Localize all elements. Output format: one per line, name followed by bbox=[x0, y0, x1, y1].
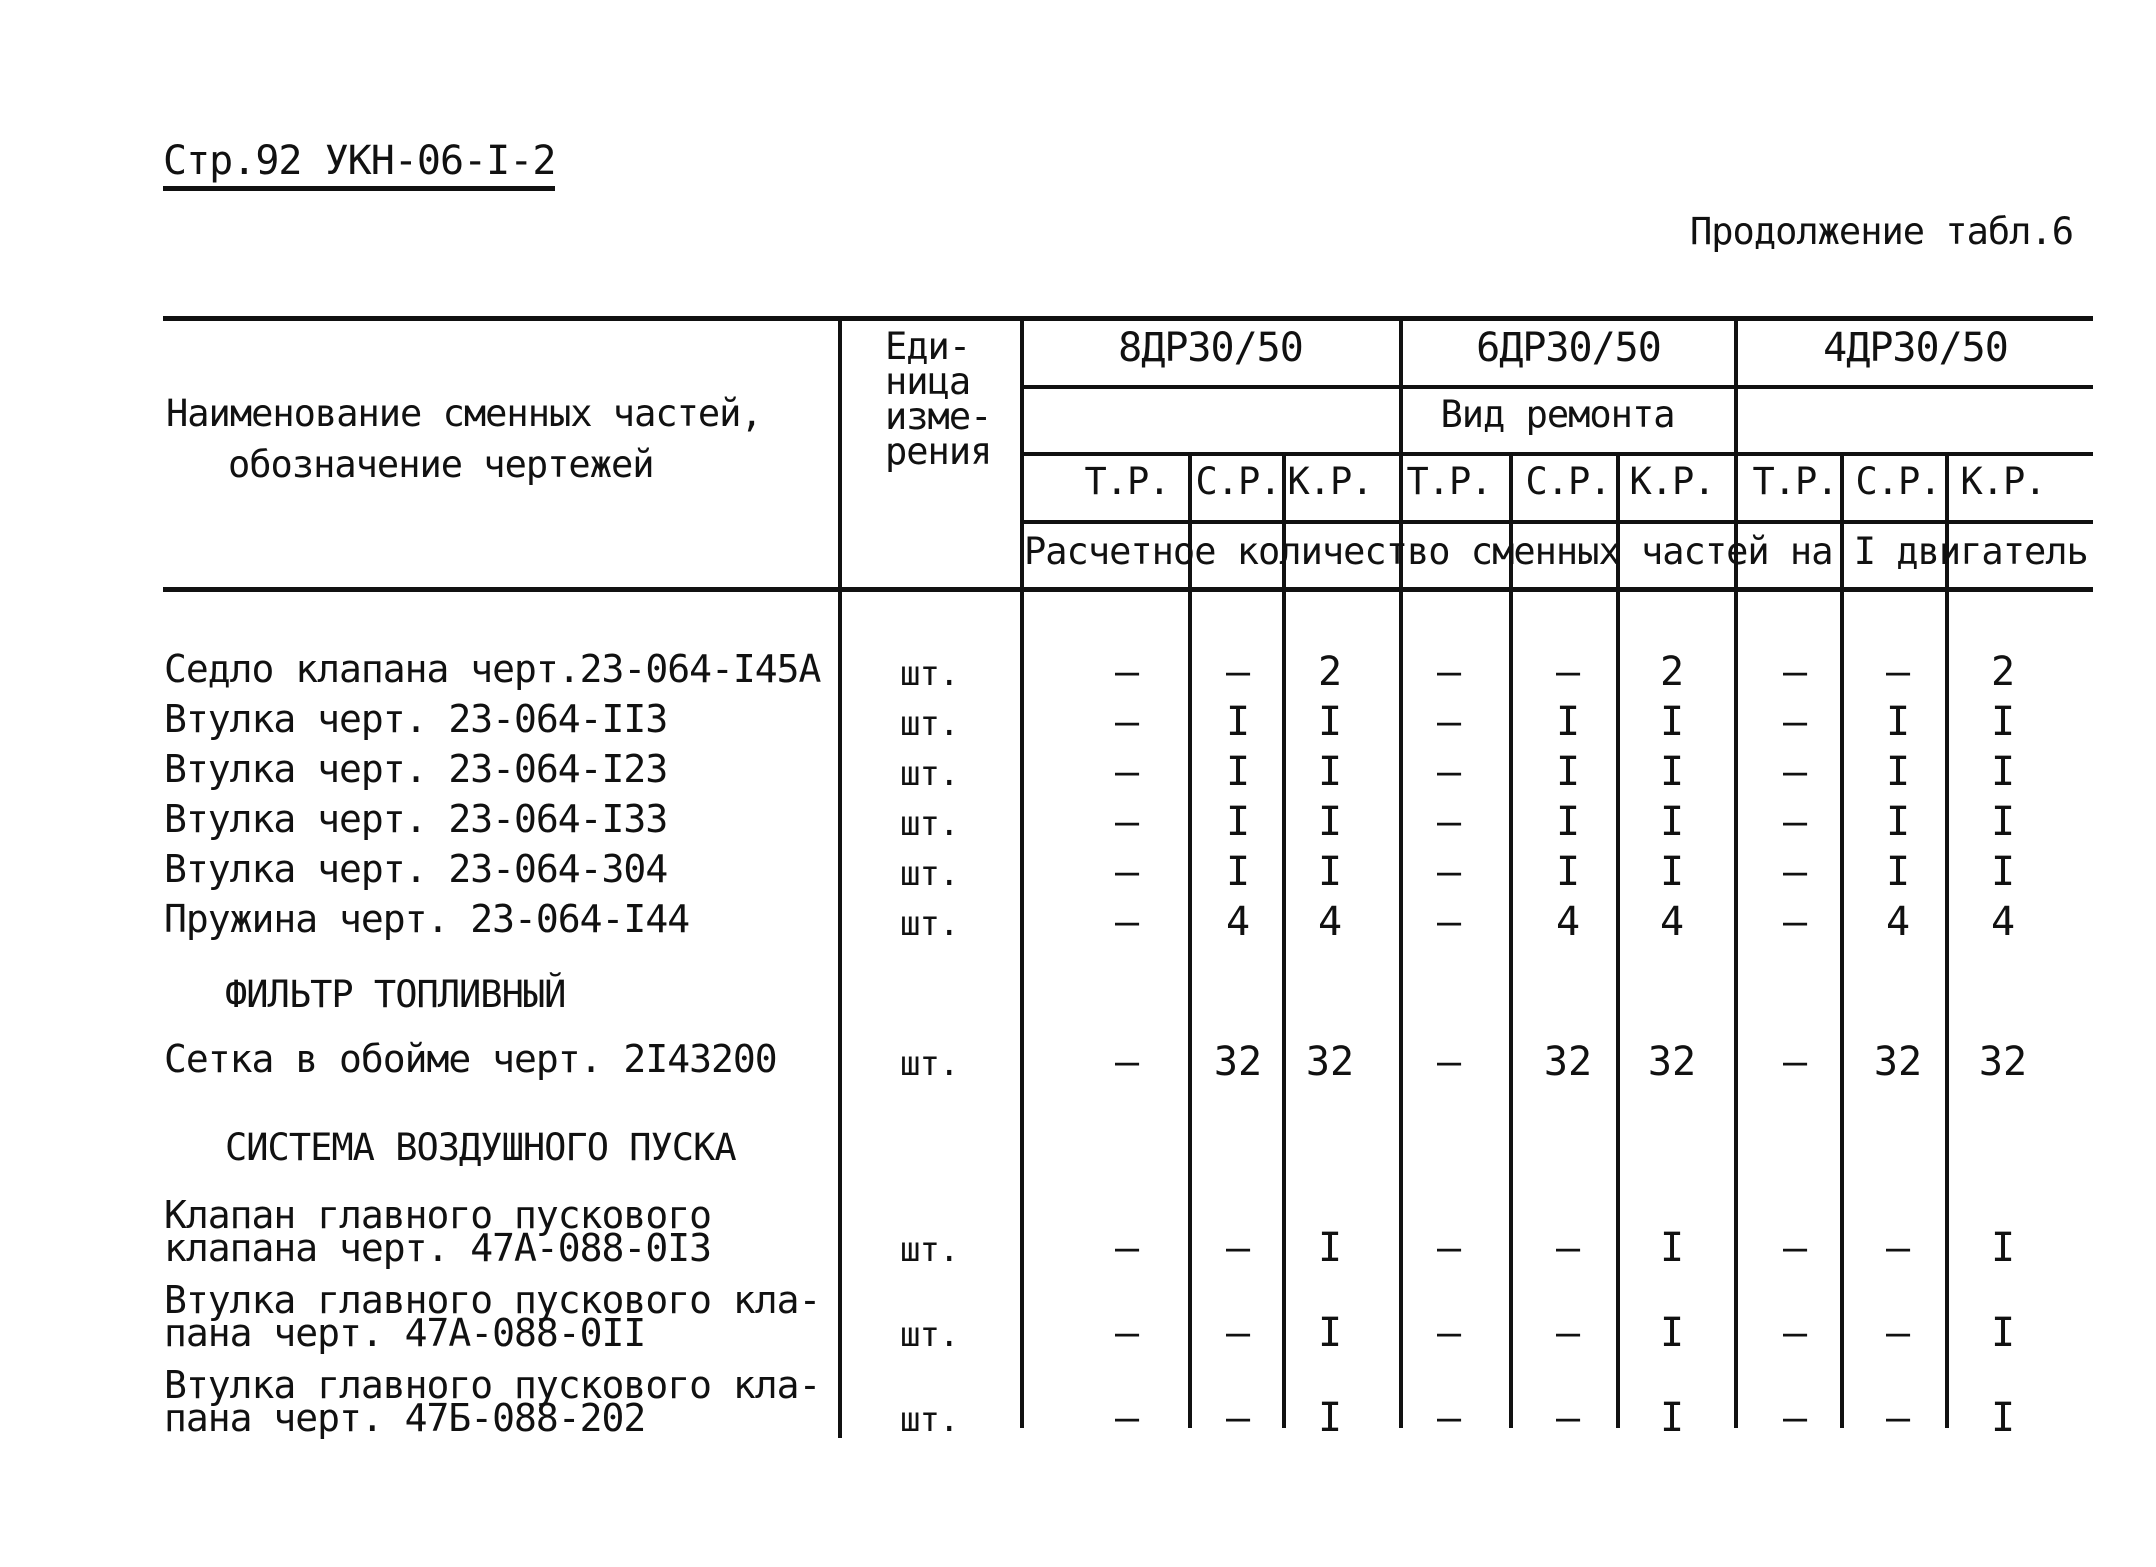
value-cell: I bbox=[1225, 749, 1251, 795]
part-name: Пружина черт. 23-064-I44 bbox=[164, 897, 690, 941]
value-cell: I bbox=[1317, 849, 1343, 895]
value-cell: I bbox=[1990, 849, 2016, 895]
part-name: Сетка в обойме черт. 2I43200 bbox=[164, 1037, 777, 1081]
value-cell: – bbox=[1782, 1395, 1808, 1441]
value-cell: – bbox=[1555, 649, 1581, 695]
value-cell: – bbox=[1114, 899, 1140, 945]
unit-column-header: рения bbox=[885, 430, 992, 473]
value-cell: – bbox=[1782, 799, 1808, 845]
value-cell: – bbox=[1225, 649, 1251, 695]
repair-type-header: Т.Р. bbox=[1752, 460, 1838, 503]
value-cell: I bbox=[1990, 1310, 2016, 1356]
table-top-rule bbox=[163, 316, 2093, 321]
value-cell: I bbox=[1555, 799, 1581, 845]
value-cell: 32 bbox=[1543, 1039, 1593, 1085]
unit-cell: шт. bbox=[900, 854, 959, 894]
unit-cell: шт. bbox=[900, 704, 959, 744]
value-cell: – bbox=[1782, 699, 1808, 745]
value-cell: I bbox=[1885, 849, 1911, 895]
value-cell: 4 bbox=[1659, 899, 1685, 945]
value-cell: – bbox=[1114, 1225, 1140, 1271]
value-cell: – bbox=[1436, 849, 1462, 895]
value-cell: – bbox=[1114, 1310, 1140, 1356]
value-cell: 4 bbox=[1225, 899, 1251, 945]
engine-model-header: 8ДР30/50 bbox=[1118, 325, 1303, 371]
value-cell: – bbox=[1885, 1310, 1911, 1356]
value-cell: – bbox=[1555, 1225, 1581, 1271]
value-cell: I bbox=[1659, 699, 1685, 745]
part-name: Втулка главного пускового кла- bbox=[164, 1363, 821, 1407]
engine-header-rule bbox=[1022, 385, 2093, 389]
repair-type-header: С.Р. bbox=[1525, 460, 1611, 503]
value-cell: – bbox=[1555, 1310, 1581, 1356]
value-cell: – bbox=[1782, 849, 1808, 895]
unit-column-divider bbox=[838, 318, 842, 1438]
value-cell: – bbox=[1436, 749, 1462, 795]
value-cell: – bbox=[1436, 899, 1462, 945]
value-cell: 2 bbox=[1659, 649, 1685, 695]
values-column-separator bbox=[1188, 454, 1192, 1428]
repair-type-header: Т.Р. bbox=[1406, 460, 1492, 503]
value-cell: – bbox=[1436, 649, 1462, 695]
unit-cell: шт. bbox=[900, 1400, 959, 1440]
name-column-header: Наименование сменных частей, bbox=[166, 392, 762, 435]
value-cell: 32 bbox=[1213, 1039, 1263, 1085]
unit-cell: шт. bbox=[900, 1044, 959, 1084]
value-cell: – bbox=[1114, 1395, 1140, 1441]
value-cell: I bbox=[1225, 699, 1251, 745]
value-cell: – bbox=[1782, 649, 1808, 695]
value-cell: 4 bbox=[1990, 899, 2016, 945]
values-column-separator bbox=[1945, 454, 1949, 1428]
value-cell: – bbox=[1436, 1039, 1462, 1085]
unit-column-header: ница bbox=[885, 360, 971, 403]
value-cell: I bbox=[1659, 1225, 1685, 1271]
page-reference: Стр.92 УКН-06-I-2 bbox=[163, 138, 555, 191]
value-cell: 32 bbox=[1978, 1039, 2028, 1085]
repair-type-header: К.Р. bbox=[1960, 460, 2046, 503]
values-column-separator bbox=[1616, 454, 1620, 1428]
value-cell: – bbox=[1436, 699, 1462, 745]
unit-cell: шт. bbox=[900, 754, 959, 794]
value-cell: – bbox=[1885, 1225, 1911, 1271]
value-cell: I bbox=[1885, 749, 1911, 795]
value-cell: I bbox=[1317, 799, 1343, 845]
unit-cell: шт. bbox=[900, 804, 959, 844]
unit-column-header: Еди- bbox=[885, 325, 971, 368]
value-cell: I bbox=[1225, 799, 1251, 845]
value-cell: 2 bbox=[1990, 649, 2016, 695]
part-name: Втулка черт. 23-064-I23 bbox=[164, 747, 668, 791]
value-cell: – bbox=[1782, 899, 1808, 945]
value-cell: 2 bbox=[1317, 649, 1343, 695]
table-continuation-caption: Продолжение табл.6 bbox=[1690, 210, 2073, 253]
value-cell: 32 bbox=[1305, 1039, 1355, 1085]
value-cell: I bbox=[1885, 799, 1911, 845]
value-cell: – bbox=[1436, 1225, 1462, 1271]
repair-type-header: Т.Р. bbox=[1084, 460, 1170, 503]
part-name: Втулка черт. 23-064-304 bbox=[164, 847, 668, 891]
value-cell: I bbox=[1990, 1225, 2016, 1271]
value-cell: I bbox=[1317, 1225, 1343, 1271]
section-heading: ФИЛЬТР ТОПЛИВНЫЙ bbox=[225, 973, 566, 1016]
part-name: пана черт. 47А-088-0II bbox=[164, 1311, 646, 1355]
value-cell: 4 bbox=[1317, 899, 1343, 945]
unit-cell: шт. bbox=[900, 654, 959, 694]
value-cell: – bbox=[1782, 1225, 1808, 1271]
unit-cell: шт. bbox=[900, 1230, 959, 1270]
value-cell: – bbox=[1436, 1310, 1462, 1356]
value-cell: – bbox=[1114, 649, 1140, 695]
values-column-separator bbox=[1734, 318, 1738, 1428]
part-name: Втулка черт. 23-064-I33 bbox=[164, 797, 668, 841]
value-cell: I bbox=[1317, 1395, 1343, 1441]
repair-type-header: К.Р. bbox=[1629, 460, 1715, 503]
value-cell: – bbox=[1225, 1395, 1251, 1441]
repair-type-header: С.Р. bbox=[1195, 460, 1281, 503]
repair-kind-rule bbox=[1022, 452, 2093, 456]
value-cell: 32 bbox=[1647, 1039, 1697, 1085]
value-cell: – bbox=[1782, 749, 1808, 795]
value-cell: – bbox=[1782, 1039, 1808, 1085]
value-cell: I bbox=[1990, 749, 2016, 795]
part-name: пана черт. 47Б-088-202 bbox=[164, 1396, 646, 1440]
value-cell: 4 bbox=[1555, 899, 1581, 945]
engine-model-header: 6ДР30/50 bbox=[1476, 325, 1661, 371]
value-cell: – bbox=[1782, 1310, 1808, 1356]
value-cell: I bbox=[1555, 699, 1581, 745]
value-cell: I bbox=[1317, 699, 1343, 745]
value-cell: 32 bbox=[1873, 1039, 1923, 1085]
section-heading: СИСТЕМА ВОЗДУШНОГО ПУСКА bbox=[225, 1126, 736, 1169]
value-cell: – bbox=[1114, 849, 1140, 895]
engine-model-header: 4ДР30/50 bbox=[1823, 325, 2008, 371]
header-bottom-rule bbox=[163, 587, 2093, 592]
value-cell: 4 bbox=[1885, 899, 1911, 945]
repair-kind-header: Вид ремонта bbox=[1440, 393, 1675, 436]
value-cell: I bbox=[1317, 749, 1343, 795]
value-cell: I bbox=[1225, 849, 1251, 895]
value-cell: I bbox=[1990, 1395, 2016, 1441]
name-column-header: обозначение чертежей bbox=[228, 443, 654, 486]
value-cell: – bbox=[1114, 799, 1140, 845]
value-cell: I bbox=[1990, 799, 2016, 845]
values-column-separator bbox=[1509, 454, 1513, 1428]
value-cell: I bbox=[1990, 699, 2016, 745]
repair-type-header: К.Р. bbox=[1287, 460, 1373, 503]
values-column-divider bbox=[1020, 318, 1024, 1428]
value-cell: – bbox=[1114, 699, 1140, 745]
unit-cell: шт. bbox=[900, 1315, 959, 1355]
part-name: Седло клапана черт.23-064-I45А bbox=[164, 647, 821, 691]
quantity-caption: Расчетное количество сменных частей на I двигатель bbox=[1024, 530, 2088, 573]
value-cell: – bbox=[1885, 1395, 1911, 1441]
values-column-separator bbox=[1840, 454, 1844, 1428]
value-cell: – bbox=[1555, 1395, 1581, 1441]
value-cell: I bbox=[1659, 1395, 1685, 1441]
value-cell: I bbox=[1659, 1310, 1685, 1356]
repair-type-header: С.Р. bbox=[1855, 460, 1941, 503]
value-cell: – bbox=[1885, 649, 1911, 695]
part-name: Втулка главного пускового кла- bbox=[164, 1278, 821, 1322]
value-cell: I bbox=[1317, 1310, 1343, 1356]
part-name: Втулка черт. 23-064-II3 bbox=[164, 697, 668, 741]
repair-type-rule bbox=[1022, 520, 2093, 524]
value-cell: I bbox=[1659, 749, 1685, 795]
value-cell: – bbox=[1436, 799, 1462, 845]
value-cell: – bbox=[1114, 1039, 1140, 1085]
value-cell: I bbox=[1885, 699, 1911, 745]
value-cell: I bbox=[1659, 849, 1685, 895]
value-cell: – bbox=[1225, 1225, 1251, 1271]
value-cell: I bbox=[1659, 799, 1685, 845]
part-name: клапана черт. 47А-088-0I3 bbox=[164, 1226, 711, 1270]
value-cell: – bbox=[1225, 1310, 1251, 1356]
value-cell: – bbox=[1436, 1395, 1462, 1441]
part-name: Клапан главного пускового bbox=[164, 1193, 711, 1237]
value-cell: I bbox=[1555, 849, 1581, 895]
unit-column-header: изме- bbox=[885, 395, 992, 438]
value-cell: – bbox=[1114, 749, 1140, 795]
value-cell: I bbox=[1555, 749, 1581, 795]
unit-cell: шт. bbox=[900, 904, 959, 944]
